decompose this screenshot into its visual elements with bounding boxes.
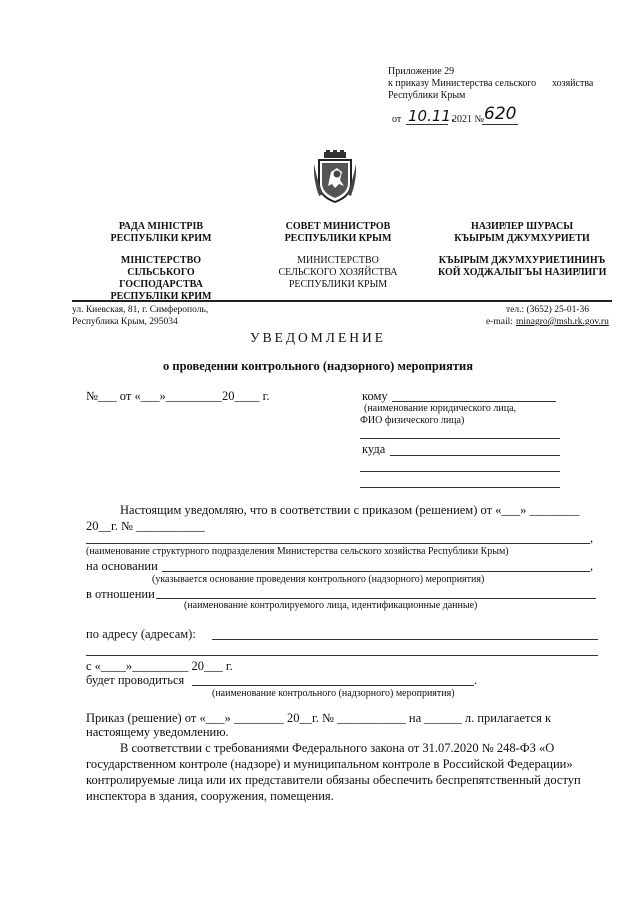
header-divider bbox=[72, 300, 612, 302]
col1-sub4: РЕСПУБЛІКИ КРИМ bbox=[110, 291, 212, 302]
where-field-line-1 bbox=[390, 455, 560, 456]
caption-unit: (наименование структурного подразделения Министерства сельского хозяйства Республики Крым) bbox=[86, 546, 509, 557]
para2-line1: Приказ (решение) от «___» ________ 20__г. № ___________ на ______ л. прилагается к bbox=[86, 711, 552, 725]
col3-sub1: КЪЫРЫМ ДЖУМХУРИЕТИНИНЪ bbox=[438, 255, 606, 266]
crimea-coat-of-arms-icon bbox=[313, 150, 357, 204]
will-be-dot: . bbox=[474, 673, 478, 687]
col3-title2: КЪЫРЫМ ДЖУМХУРИЕТИ bbox=[454, 233, 590, 244]
col2-title2: РЕСПУБЛИКИ КРЫМ bbox=[284, 233, 392, 244]
order-no-handwritten: 620 bbox=[484, 104, 517, 124]
where-field-line-3 bbox=[360, 487, 560, 488]
email-label: e-mail: bbox=[486, 317, 513, 327]
to-field-line bbox=[392, 401, 556, 402]
to-caption-1: (наименование юридического лица, bbox=[364, 403, 517, 414]
order-day-handwritten: 10.11. bbox=[408, 107, 456, 125]
address-label: по адресу (адресам): bbox=[86, 627, 196, 641]
address-field-line-1 bbox=[212, 639, 598, 640]
email-link[interactable]: minagro@msh.rk.gov.ru bbox=[516, 317, 609, 327]
col1-title1: РАДА МІНІСТРІВ bbox=[118, 221, 204, 232]
para3-line1: В соответствии с требованиями Федерального закона от 31.07.2020 № 248-ФЗ «О bbox=[120, 741, 555, 755]
where-label: куда bbox=[362, 442, 386, 456]
para3-line3: контролируемые лица или их представители обязаны обеспечить беспрепятственный доступ bbox=[86, 773, 581, 787]
col1-sub3: ГОСПОДАРСТВА bbox=[119, 279, 203, 290]
phone: тел.: (3652) 25-01-36 bbox=[506, 305, 590, 315]
para1-line1: Настоящим уведомляю, что в соответствии с приказом (решением) от «___» ________ bbox=[120, 503, 580, 517]
order-year: 2021 № bbox=[452, 114, 485, 125]
col2-sub1: МИНИСТЕРСТВО bbox=[297, 255, 379, 266]
regarding-field-line bbox=[156, 598, 596, 599]
col3-sub2: КОЙ ХОДЖАЛЫГЪЫ НАЗИРЛИГИ bbox=[438, 267, 607, 278]
appendix-line2a: к приказу Министерства сельского bbox=[388, 78, 537, 89]
address-field-line-2 bbox=[86, 655, 598, 656]
to-label: кому bbox=[362, 389, 388, 403]
basis-comma: , bbox=[590, 559, 594, 573]
para3-line4: инспектора в здания, сооружения, помещения. bbox=[86, 789, 334, 803]
to-extra-line bbox=[360, 438, 560, 439]
unit-comma: , bbox=[590, 531, 594, 545]
regarding-label: в отношении bbox=[86, 587, 155, 601]
basis-label: на основании bbox=[86, 559, 158, 573]
caption-will-be: (наименование контрольного (надзорного) мероприятия) bbox=[212, 688, 455, 699]
appendix-line2b: хозяйства bbox=[552, 78, 594, 89]
appendix-line1: Приложение 29 bbox=[388, 66, 455, 77]
document-title: УВЕДОМЛЕНИЕ bbox=[250, 330, 386, 345]
col3-title1: НАЗИРЛЕР ШУРАСЫ bbox=[470, 221, 574, 232]
address-line2: Республика Крым, 295034 bbox=[72, 317, 178, 327]
col1-sub2: СІЛЬСЬКОГО bbox=[127, 267, 195, 278]
para2-line2: настоящему уведомлению. bbox=[86, 725, 229, 739]
col2-sub2: СЕЛЬСКОГО ХОЗЯЙСТВА bbox=[278, 267, 398, 278]
order-prefix: от bbox=[392, 114, 402, 125]
order-no-line bbox=[482, 124, 518, 125]
document-subtitle: о проведении контрольного (надзорного) мероприятия bbox=[163, 359, 473, 373]
para3-line2: государственном контроле (надзоре) и муниципальном контроле в Российской Федерации» bbox=[86, 757, 573, 771]
basis-field-line bbox=[162, 571, 590, 572]
col1-title2: РЕСПУБЛІКИ КРИМ bbox=[110, 233, 212, 244]
col2-title1: СОВЕТ МИНИСТРОВ bbox=[285, 221, 391, 232]
caption-basis: (указывается основание проведения контрольного (надзорного) мероприятия) bbox=[152, 574, 485, 585]
para1-line2: 20__г. № ___________ bbox=[86, 519, 205, 533]
appendix-line3: Республики Крым bbox=[388, 90, 466, 101]
address-line1: ул. Киевская, 81, г. Симферополь, bbox=[72, 305, 209, 315]
caption-regarding: (наименование контролируемого лица, идентификационные данные) bbox=[184, 600, 478, 611]
unit-field-line bbox=[86, 543, 590, 544]
date-line: с «____»_________ 20___ г. bbox=[86, 659, 233, 673]
order-day-line bbox=[406, 124, 448, 125]
col2-sub3: РЕСПУБЛИКИ КРЫМ bbox=[288, 279, 388, 290]
to-caption-2: ФИО физического лица) bbox=[360, 415, 465, 426]
col1-sub1: МІНІСТЕРСТВО bbox=[120, 255, 202, 266]
will-be-field-line bbox=[192, 685, 474, 686]
will-be-label: будет проводиться bbox=[86, 673, 185, 687]
where-field-line-2 bbox=[360, 471, 560, 472]
number-date-line: №___ от «___»_________20____ г. bbox=[86, 389, 270, 403]
